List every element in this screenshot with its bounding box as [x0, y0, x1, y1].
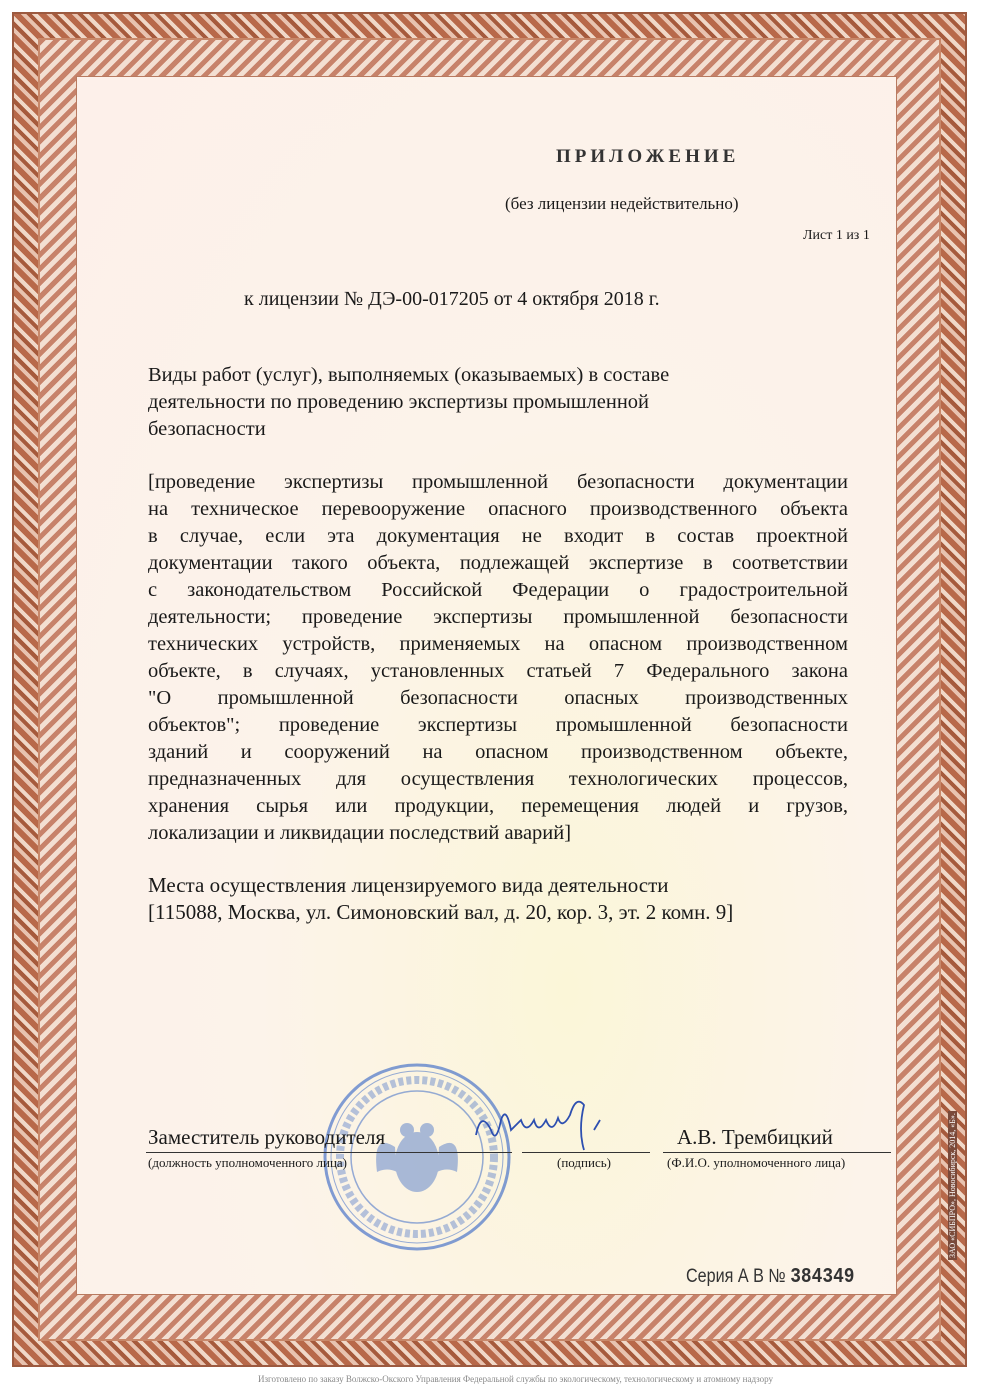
signer-position: Заместитель руководителя: [148, 1125, 386, 1149]
heading-line: безопасности: [148, 418, 266, 440]
name-line: [663, 1152, 891, 1153]
heading-line: деятельности по проведению экспертизы промышленной: [148, 391, 650, 413]
body-line: объекте, в случаях, установленных статьей 7 Федерального закона: [148, 660, 848, 682]
works-body: [148, 469, 848, 847]
body-line: хранения сырья или продукции, перемещения людей и грузов,: [148, 795, 848, 817]
places-address: [115088, Москва, ул. Симоновский вал, д. 20, кор. 3, эт. 2 комн. 9]: [148, 900, 734, 924]
eagle-emblem-icon: [376, 1123, 458, 1192]
body-line: локализации и ликвидации последствий аварий]: [148, 822, 572, 844]
handwritten-signature: [466, 1090, 616, 1160]
printer-footer: Изготовлено по заказу Волжско-Окского Управления Федеральной службы по экологическому, технологическому и атомному надзору: [258, 1374, 774, 1384]
body-line: с законодательством Российской Федерации о градостроительной: [148, 579, 848, 601]
places-heading: Места осуществления лицензируемого вида деятельности: [148, 873, 669, 897]
works-heading: [148, 362, 848, 443]
series-value: 384349: [790, 1266, 855, 1289]
series-number: [686, 1266, 854, 1289]
places-section: [148, 872, 868, 926]
position-line: [146, 1152, 512, 1153]
signature-caption: (подпись): [557, 1155, 611, 1170]
signature-line: [522, 1152, 650, 1153]
body-line: на техническое перевооружение опасного производственного объекта: [148, 498, 848, 520]
sheet-number: Лист 1 из 1: [803, 228, 870, 243]
body-line: зданий и сооружений на опасном производственном объекте,: [148, 741, 848, 763]
body-line: технических устройств, применяемых на опасном производственном: [148, 633, 848, 655]
document-title: ПРИЛОЖЕНИЕ: [556, 146, 740, 167]
body-line: [проведение экспертизы промышленной безопасности документации: [148, 471, 848, 493]
position-caption: (должность уполномоченного лица): [148, 1155, 348, 1170]
body-line: документации такого объекта, подлежащей экспертизе в соответствии: [148, 552, 848, 574]
signer-name: А.В. Трембицкий: [677, 1125, 833, 1149]
name-caption: (Ф.И.О. уполномоченного лица): [667, 1155, 846, 1170]
license-reference: к лицензии № ДЭ-00-017205 от 4 октября 2018 г.: [244, 288, 660, 310]
document-subtitle: (без лицензии недействительно): [505, 194, 739, 213]
body-line: предназначенных для осуществления технологических процессов,: [148, 768, 848, 790]
side-imprint: ЗАО «СИБПРО», Новосибирск, 2014, «Б».: [948, 1113, 957, 1258]
series-label: Серия А В №: [686, 1266, 786, 1287]
body-line: "О промышленной безопасности опасных производственных: [148, 687, 848, 709]
heading-line: Виды работ (услуг), выполняемых (оказываемых) в составе: [148, 364, 670, 386]
body-line: деятельности; проведение экспертизы промышленной безопасности: [148, 606, 848, 628]
body-line: в случае, если эта документация не входит в состав проектной: [148, 525, 848, 547]
body-line: объектов"; проведение экспертизы промышленной безопасности: [148, 714, 848, 736]
